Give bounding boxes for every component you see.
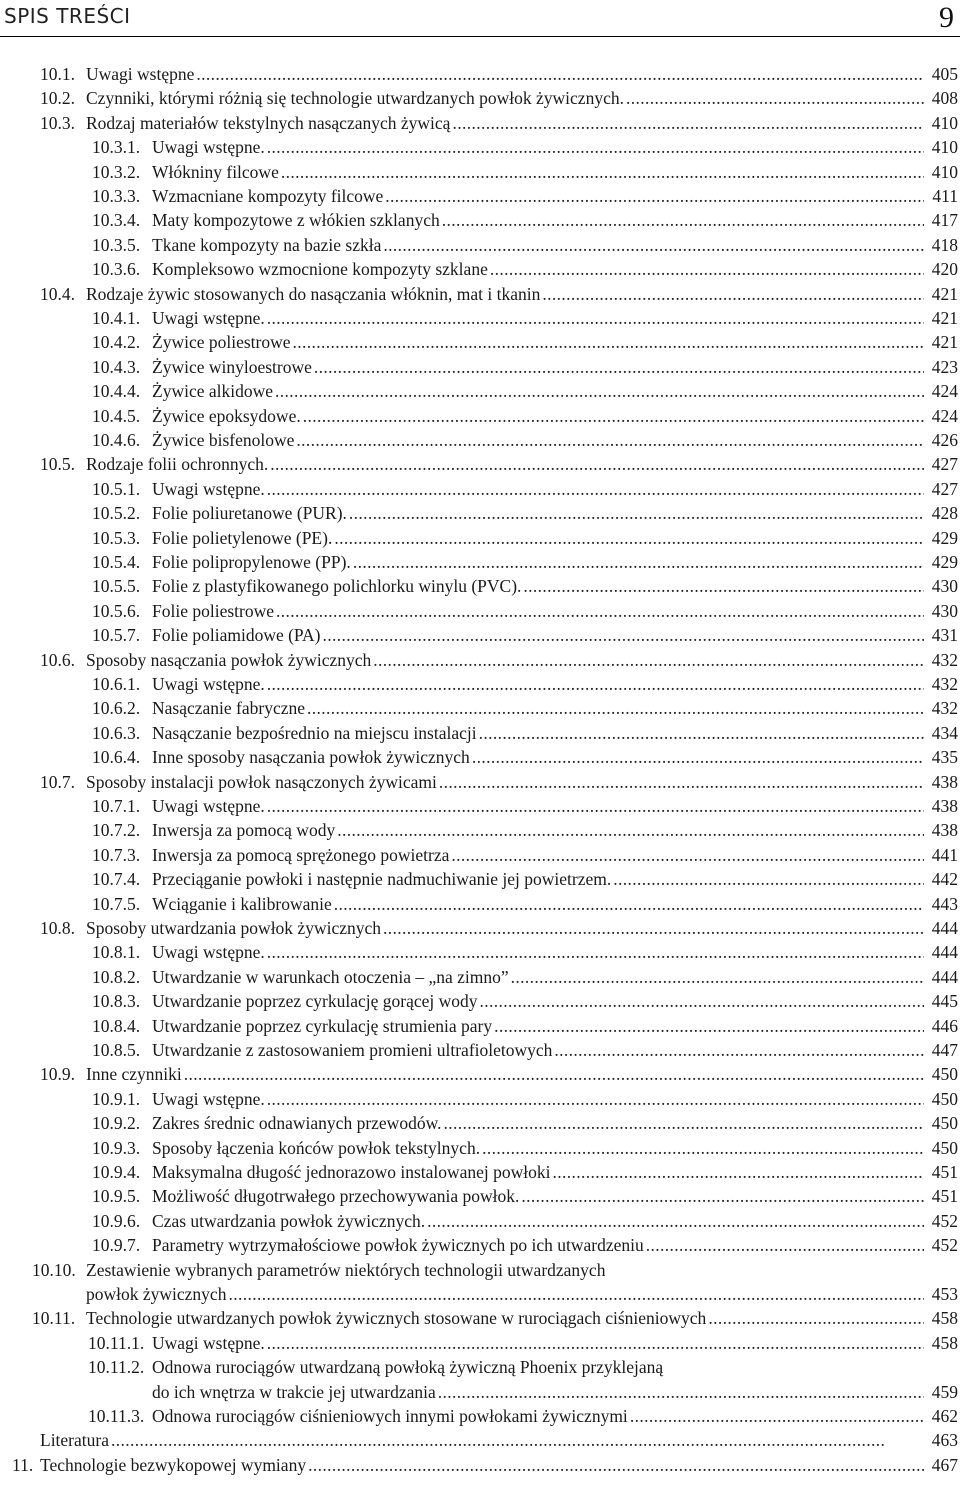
- dot-leader: [427, 1209, 924, 1233]
- toc-entry[interactable]: [92, 330, 958, 354]
- toc-entry-page: 421: [931, 283, 958, 304]
- dot-leader: [196, 62, 924, 86]
- toc-entry-page: 418: [931, 234, 958, 255]
- toc-entry[interactable]: [92, 257, 958, 281]
- toc-entry-page: 427: [931, 454, 958, 475]
- toc-entry-title: Folie polipropylenowe (PP).: [152, 552, 351, 572]
- toc-entry-title: Uwagi wstępne.: [152, 1088, 265, 1109]
- toc-entry-page: 424: [931, 381, 958, 402]
- dot-leader: [451, 843, 924, 867]
- toc-entry[interactable]: [92, 940, 958, 964]
- toc-entry-title: Uwagi wstępne.: [152, 478, 265, 499]
- toc-entry[interactable]: [92, 404, 958, 428]
- toc-entry-number: 10.5.4.: [92, 552, 141, 572]
- toc-entry[interactable]: [92, 1184, 958, 1208]
- dot-leader: [334, 892, 924, 916]
- toc-entry-title: Żywice alkidowe: [152, 381, 273, 402]
- toc-entry-page: 432: [931, 698, 958, 719]
- toc-entry-number: 10.9.6.: [92, 1210, 141, 1231]
- toc-entry-title: Żywice epoksydowe.: [152, 405, 301, 426]
- toc-entry[interactable]: [92, 135, 958, 159]
- toc-entry-number: 10.9.7.: [92, 1235, 141, 1256]
- dot-leader: [438, 1380, 924, 1404]
- toc-entry-page: 410: [931, 161, 958, 182]
- toc-entry[interactable]: [92, 208, 958, 232]
- dot-leader: [276, 599, 924, 623]
- dot-leader: [521, 1184, 924, 1208]
- toc-entry-page: 441: [931, 844, 958, 865]
- toc-entry-title: powłok żywicznych: [86, 1284, 227, 1304]
- toc-entry-page: 410: [931, 112, 958, 133]
- toc-entry-page: 430: [931, 576, 958, 597]
- toc-entry-number: 10.8.4.: [92, 1015, 141, 1036]
- toc-entry-title: Rodzaje folii ochronnych.: [86, 454, 269, 475]
- toc-entry[interactable]: [92, 574, 958, 598]
- toc-entry[interactable]: [92, 1014, 958, 1038]
- dot-leader: [385, 184, 924, 208]
- dot-leader: [267, 672, 924, 696]
- toc-entry-title: Uwagi wstępne.: [152, 308, 265, 328]
- toc-entry-number: 10.5.2.: [92, 503, 141, 524]
- toc-entry-title: Folie polietylenowe (PE).: [152, 527, 333, 548]
- toc-entry-number: 10.7.5.: [92, 893, 141, 914]
- toc-entry-number: 10.3.: [40, 112, 75, 133]
- toc-entry-title: Inne sposoby nasączania powłok żywicznych: [152, 747, 470, 768]
- dot-leader: [267, 306, 924, 330]
- toc-entry-page: 443: [931, 893, 958, 914]
- toc-entry[interactable]: [92, 233, 958, 257]
- toc-entry-title: Technologie bezwykopowej wymiany: [40, 1454, 307, 1475]
- toc-entry-number: 10.10.: [32, 1259, 76, 1280]
- dot-leader: [323, 623, 924, 647]
- toc-entry-title: Sposoby utwardzania powłok żywicznych: [86, 918, 381, 938]
- toc-entry-page: 417: [931, 210, 958, 231]
- toc-entry-number: 10.6.2.: [92, 698, 141, 719]
- toc-entry[interactable]: [86, 1282, 958, 1306]
- dot-leader: [443, 1111, 924, 1135]
- dot-leader: [296, 428, 924, 452]
- toc-entry-number: 10.7.3.: [92, 844, 141, 865]
- toc-entry-page: 429: [931, 552, 958, 572]
- toc-entry-page: 428: [931, 503, 958, 524]
- toc-entry-title: Parametry wytrzymałościowe powłok żywicznych po ich utwardzeniu: [152, 1235, 644, 1256]
- toc-entry-number: 10.4.2.: [92, 332, 141, 353]
- dot-leader: [267, 794, 924, 818]
- toc-entry-page: 451: [931, 1162, 958, 1182]
- dot-leader: [314, 355, 924, 379]
- toc-entry-number: 10.9.2.: [92, 1113, 141, 1134]
- dot-leader: [511, 965, 924, 989]
- toc-entry[interactable]: [92, 477, 958, 501]
- toc-entry[interactable]: [40, 770, 958, 794]
- toc-entry[interactable]: [92, 696, 958, 720]
- toc-entry-page: 452: [931, 1235, 958, 1256]
- toc-entry-number: 10.3.6.: [92, 259, 141, 280]
- toc-entry-page: 463: [931, 1430, 958, 1451]
- toc-entry-title: Sposoby instalacji powłok nasączonych żywicami: [86, 771, 437, 792]
- toc-entry-number: 10.8.2.: [92, 966, 141, 987]
- toc-entry-number: 10.5.5.: [92, 576, 141, 597]
- dot-leader: [353, 550, 924, 574]
- toc-entry-page: 432: [931, 674, 958, 694]
- toc-entry[interactable]: [92, 306, 958, 330]
- dot-leader: [383, 233, 924, 257]
- toc-entry-number: 10.7.2.: [92, 820, 141, 841]
- toc-entry-number: 10.6.3.: [92, 722, 141, 743]
- toc-entry-title: Nasączanie fabryczne: [152, 698, 306, 719]
- toc-entry-title: Folie poliestrowe: [152, 600, 274, 621]
- dot-leader: [542, 282, 924, 306]
- dot-leader: [523, 574, 924, 598]
- toc-entry[interactable]: [40, 86, 958, 110]
- toc-entry[interactable]: [92, 867, 958, 891]
- dot-leader: [472, 745, 924, 769]
- toc-entry-title: Uwagi wstępne: [86, 64, 195, 84]
- toc-entry-number: 10.9.3.: [92, 1137, 141, 1158]
- toc-entry-title: Zakres średnic odnawianych przewodów.: [152, 1113, 442, 1134]
- toc-entry-number: 10.9.: [40, 1064, 75, 1085]
- toc-entry[interactable]: [40, 916, 958, 940]
- dot-leader: [630, 1404, 924, 1428]
- dot-leader: [383, 916, 924, 940]
- toc-entry-number: 11.: [12, 1454, 34, 1475]
- toc-entry-page: 430: [931, 600, 958, 621]
- toc-entry[interactable]: [92, 160, 958, 184]
- toc-entry-title: Odnowa rurociągów ciśnieniowych innymi powłokami żywicznymi: [152, 1406, 628, 1426]
- toc-entry[interactable]: [88, 1404, 958, 1428]
- toc-entry-title: Utwardzanie z zastosowaniem promieni ultrafioletowych: [152, 1040, 553, 1060]
- toc-entry[interactable]: [92, 1233, 958, 1257]
- toc-entry-page: 458: [931, 1332, 958, 1353]
- dot-leader: [111, 1428, 924, 1452]
- toc-entry[interactable]: [40, 648, 958, 672]
- toc-entry[interactable]: [40, 452, 958, 476]
- toc-entry-page: 405: [931, 64, 958, 84]
- toc-entry-title: Sposoby łączenia końców powłok tekstylnych.: [152, 1137, 481, 1158]
- dot-leader: [267, 1087, 924, 1111]
- toc-entry-number: 10.4.6.: [92, 430, 141, 450]
- toc-entry-title: Uwagi wstępne.: [152, 1332, 265, 1353]
- toc-entry-title: Rodzaj materiałów tekstylnych nasączanych żywicą: [86, 112, 451, 133]
- dot-leader: [267, 1331, 924, 1355]
- dot-leader: [442, 208, 924, 232]
- toc-entry-title: Inne czynniki: [86, 1064, 182, 1085]
- toc-entry-page: 432: [931, 649, 958, 670]
- dot-leader: [267, 135, 924, 159]
- toc-entry-number: 10.5.3.: [92, 527, 141, 548]
- toc-entry-title: do ich wnętrza w trakcie jej utwardzania: [152, 1381, 436, 1402]
- toc-entry[interactable]: [40, 1428, 958, 1452]
- toc-entry-title: Kompleksowo wzmocnione kompozyty szklane: [152, 259, 488, 280]
- toc-entry-page: 438: [931, 796, 958, 816]
- toc-entry[interactable]: [92, 672, 958, 696]
- toc-entry-number: 10.3.2.: [92, 161, 141, 182]
- toc-entry[interactable]: [92, 892, 958, 916]
- toc-entry-page: 423: [931, 356, 958, 377]
- page-header: [0, 0, 960, 34]
- toc-entry-page: 444: [931, 918, 958, 938]
- toc-entry-page: 431: [931, 625, 958, 646]
- toc-entry[interactable]: [92, 745, 958, 769]
- dot-leader: [349, 501, 924, 525]
- toc-entry-number: 10.8.3.: [92, 991, 141, 1012]
- toc-entry-page: 467: [931, 1454, 958, 1475]
- toc-entry[interactable]: [92, 1209, 958, 1233]
- toc-entry[interactable]: [92, 550, 958, 574]
- toc-entry[interactable]: [40, 62, 958, 86]
- toc-entry-title: Rodzaje żywic stosowanych do nasączania włóknin, mat i tkanin: [86, 283, 541, 304]
- toc-entry-title: Czynniki, którymi różnią się technologie utwardzanych powłok żywicznych.: [86, 88, 624, 109]
- toc-entry-title: Możliwość długotrwałego przechowywania powłok.: [152, 1186, 520, 1207]
- toc-entry[interactable]: [92, 526, 958, 550]
- toc-entry-number: 10.3.4.: [92, 210, 141, 231]
- toc-entry-number: 10.11.2.: [88, 1357, 145, 1378]
- toc-entry-number: 10.2.: [40, 88, 75, 109]
- toc-entry-page: 444: [931, 942, 958, 963]
- toc-entry-number: 10.4.: [40, 283, 75, 304]
- toc-entry-title: Uwagi wstępne.: [152, 796, 265, 816]
- toc-entry-page: 411: [932, 186, 958, 206]
- toc-entry-title: Wzmacniane kompozyty filcowe: [152, 186, 384, 206]
- toc-entry-page: 438: [931, 820, 958, 841]
- dot-leader: [337, 818, 924, 842]
- toc-entry[interactable]: [92, 794, 958, 818]
- toc-entry[interactable]: [92, 1038, 958, 1062]
- dot-leader: [626, 86, 924, 110]
- toc-entry-number: 10.8.5.: [92, 1040, 141, 1060]
- toc-entry[interactable]: [92, 379, 958, 403]
- toc-entry-title: Uwagi wstępne.: [152, 942, 265, 963]
- toc-entry-number: 10.3.1.: [92, 137, 141, 158]
- toc-entry-number: 10.9.1.: [92, 1088, 141, 1109]
- dot-leader: [708, 1306, 924, 1330]
- toc-entry-page: 442: [931, 869, 958, 890]
- toc-entry[interactable]: [92, 501, 958, 525]
- toc-entry-title: Utwardzanie w warunkach otoczenia – „na zimno”: [152, 966, 509, 987]
- toc-entry-page: 426: [931, 430, 958, 450]
- toc-entry-page: 408: [931, 88, 958, 109]
- toc-entry-page: 427: [931, 478, 958, 499]
- dot-leader: [479, 721, 924, 745]
- toc-entry-page: 421: [931, 332, 958, 353]
- toc-entry-page: 424: [931, 405, 958, 426]
- toc-entry-title: Technologie utwardzanych powłok żywicznych stosowane w rurociągach ciśnieniowych: [86, 1308, 707, 1329]
- toc-entry-number: 10.1.: [40, 64, 75, 84]
- toc-entry[interactable]: [92, 184, 958, 208]
- toc-entry-page: 453: [931, 1284, 958, 1304]
- toc-entry-page: 452: [931, 1210, 958, 1231]
- toc-entry-number: 10.8.: [40, 918, 75, 938]
- toc-entry-title: Żywice winyloestrowe: [152, 356, 312, 377]
- toc-entry-number: 10.3.3.: [92, 186, 141, 206]
- header-rule: [0, 36, 960, 37]
- toc-entry-number: 10.3.5.: [92, 234, 141, 255]
- toc-entry-page: 420: [931, 259, 958, 280]
- toc-entry-title: Maksymalna długość jednorazowo instalowanej powłoki: [152, 1162, 551, 1182]
- toc-entry-title: Literatura: [40, 1430, 109, 1451]
- dot-leader: [267, 940, 924, 964]
- toc-entry-title: Wciąganie i kalibrowanie: [152, 893, 332, 914]
- dot-leader: [275, 379, 924, 403]
- toc-entry-title: Uwagi wstępne.: [152, 674, 265, 694]
- toc-entry-page: 434: [931, 722, 958, 743]
- toc-entry[interactable]: [152, 1380, 958, 1404]
- dot-leader: [270, 452, 924, 476]
- toc-entry-title: Folie poliuretanowe (PUR).: [152, 503, 347, 524]
- toc-entry-number: 10.7.1.: [92, 796, 141, 816]
- toc-entry[interactable]: [12, 1453, 958, 1477]
- dot-leader: [554, 1038, 924, 1062]
- toc-entry-page: 450: [931, 1137, 958, 1158]
- toc-entry-page: 462: [931, 1406, 958, 1426]
- toc-entry-number: 10.4.1.: [92, 308, 141, 328]
- dot-leader: [307, 696, 924, 720]
- toc-entry-title: Inwersja za pomocą wody: [152, 820, 336, 841]
- toc-entry[interactable]: [92, 989, 958, 1013]
- toc-entry-first-line: [88, 1355, 663, 1379]
- toc-entry-page: 421: [931, 308, 958, 328]
- toc-entry-number: 10.6.4.: [92, 747, 141, 768]
- toc-entry[interactable]: [92, 1160, 958, 1184]
- toc-entry[interactable]: [92, 355, 958, 379]
- toc-entry[interactable]: [40, 111, 958, 135]
- toc-entry-number: 10.5.: [40, 454, 75, 475]
- toc-entry-page: 451: [931, 1186, 958, 1207]
- toc-entry[interactable]: [40, 282, 958, 306]
- dot-leader: [334, 526, 924, 550]
- toc-entry-number: 10.8.1.: [92, 942, 141, 963]
- dot-leader: [482, 1136, 924, 1160]
- toc-entry-number: 10.9.5.: [92, 1186, 141, 1207]
- toc-entry[interactable]: [92, 599, 958, 623]
- toc-entry-page: 446: [931, 1015, 958, 1036]
- toc-entry-page: 459: [931, 1381, 958, 1402]
- toc-entry-number: 10.4.4.: [92, 381, 141, 402]
- toc-entry[interactable]: [92, 818, 958, 842]
- dot-leader: [228, 1282, 924, 1306]
- toc-entry[interactable]: [92, 1136, 958, 1160]
- toc-entry[interactable]: [40, 1062, 958, 1086]
- dot-leader: [452, 111, 924, 135]
- toc-entry-title: Żywice bisfenolowe: [152, 430, 295, 450]
- toc-entry-page: 438: [931, 771, 958, 792]
- toc-entry-number: 10.11.: [32, 1308, 76, 1329]
- toc-entry-title-line1: Zestawienie wybranych parametrów niektórych technologii utwardzanych: [86, 1259, 606, 1280]
- toc-entry[interactable]: [88, 1331, 958, 1355]
- dot-leader: [439, 770, 924, 794]
- toc-entry-number: 10.11.1.: [88, 1332, 145, 1353]
- toc-entry-number: 10.6.1.: [92, 674, 141, 694]
- toc-entry-number: 10.5.6.: [92, 600, 141, 621]
- toc-entry-title: Utwardzanie poprzez cyrkulację gorącej wody: [152, 991, 478, 1012]
- toc-entry[interactable]: [92, 428, 958, 452]
- toc-entry[interactable]: [92, 623, 958, 647]
- toc-entry-title: Maty kompozytowe z włókien szklanych: [152, 210, 440, 231]
- toc-entry-title-line1: Odnowa rurociągów utwardzaną powłoką żywiczną Phoenix przyklejaną: [152, 1357, 664, 1378]
- toc-entry-page: 444: [931, 966, 958, 987]
- dot-leader: [613, 867, 924, 891]
- dot-leader: [373, 648, 924, 672]
- dot-leader: [553, 1160, 924, 1184]
- toc-entry-number: 10.4.3.: [92, 356, 141, 377]
- toc-entry-first-line: [32, 1258, 605, 1282]
- toc-entry-number: 10.7.: [40, 771, 75, 792]
- toc-entry-page: 410: [931, 137, 958, 158]
- toc-entry-number: 10.6.: [40, 649, 75, 670]
- toc-entry-title: Żywice poliestrowe: [152, 332, 291, 353]
- toc-entry[interactable]: [92, 721, 958, 745]
- toc-entry-page: 450: [931, 1113, 958, 1134]
- toc-entry-title: Tkane kompozyty na bazie szkła: [152, 234, 382, 255]
- toc-entry-page: 445: [931, 991, 958, 1012]
- toc-entry[interactable]: [92, 965, 958, 989]
- toc-entry-number: 10.4.5.: [92, 405, 141, 426]
- toc-entry-page: 458: [931, 1308, 958, 1329]
- toc-entry-title: Utwardzanie poprzez cyrkulację strumienia pary: [152, 1015, 493, 1036]
- dot-leader: [293, 330, 925, 354]
- toc-entry-title: Folie poliamidowe (PA): [152, 625, 321, 646]
- toc-entry-title: Inwersja za pomocą sprężonego powietrza: [152, 844, 450, 865]
- dot-leader: [184, 1062, 924, 1086]
- toc-entry-title: Uwagi wstępne.: [152, 137, 265, 158]
- dot-leader: [494, 1014, 924, 1038]
- page-number: 9: [939, 1, 954, 34]
- dot-leader: [267, 477, 924, 501]
- dot-leader: [303, 404, 924, 428]
- toc-entry-title: Czas utwardzania powłok żywicznych.: [152, 1210, 426, 1231]
- toc-entry[interactable]: [32, 1306, 958, 1330]
- toc-entry-page: 435: [931, 747, 958, 768]
- toc-entry-title: Sposoby nasączania powłok żywicznych: [86, 649, 372, 670]
- toc-entry-page: 450: [931, 1088, 958, 1109]
- toc-entry-number: 10.9.4.: [92, 1162, 141, 1182]
- dot-leader: [490, 257, 924, 281]
- toc-entry-page: 447: [931, 1040, 958, 1060]
- toc-entry-title: Włókniny filcowe: [152, 161, 279, 182]
- toc-entry-title: Folie z plastyfikowanego polichlorku winylu (PVC).: [152, 576, 522, 597]
- toc-entry[interactable]: [92, 1111, 958, 1135]
- toc-entry-number: 10.7.4.: [92, 869, 141, 890]
- toc-entry-number: 10.5.7.: [92, 625, 141, 646]
- toc-entry-page: 429: [931, 527, 958, 548]
- toc-entry-number: 10.5.1.: [92, 478, 141, 499]
- dot-leader: [480, 989, 924, 1013]
- toc-entry-title: Nasączanie bezpośrednio na miejscu instalacji: [152, 722, 477, 743]
- toc-entry-title: Przeciąganie powłoki i następnie nadmuchiwanie jej powietrzem.: [152, 869, 612, 890]
- toc-entry-page: 450: [931, 1064, 958, 1085]
- dot-leader: [308, 1453, 924, 1477]
- section-title: SPIS TREŚCI: [4, 4, 131, 28]
- toc-entry[interactable]: [92, 843, 958, 867]
- toc-entry-number: 10.11.3.: [88, 1406, 145, 1426]
- dot-leader: [646, 1233, 924, 1257]
- dot-leader: [281, 160, 924, 184]
- toc-entry[interactable]: [92, 1087, 958, 1111]
